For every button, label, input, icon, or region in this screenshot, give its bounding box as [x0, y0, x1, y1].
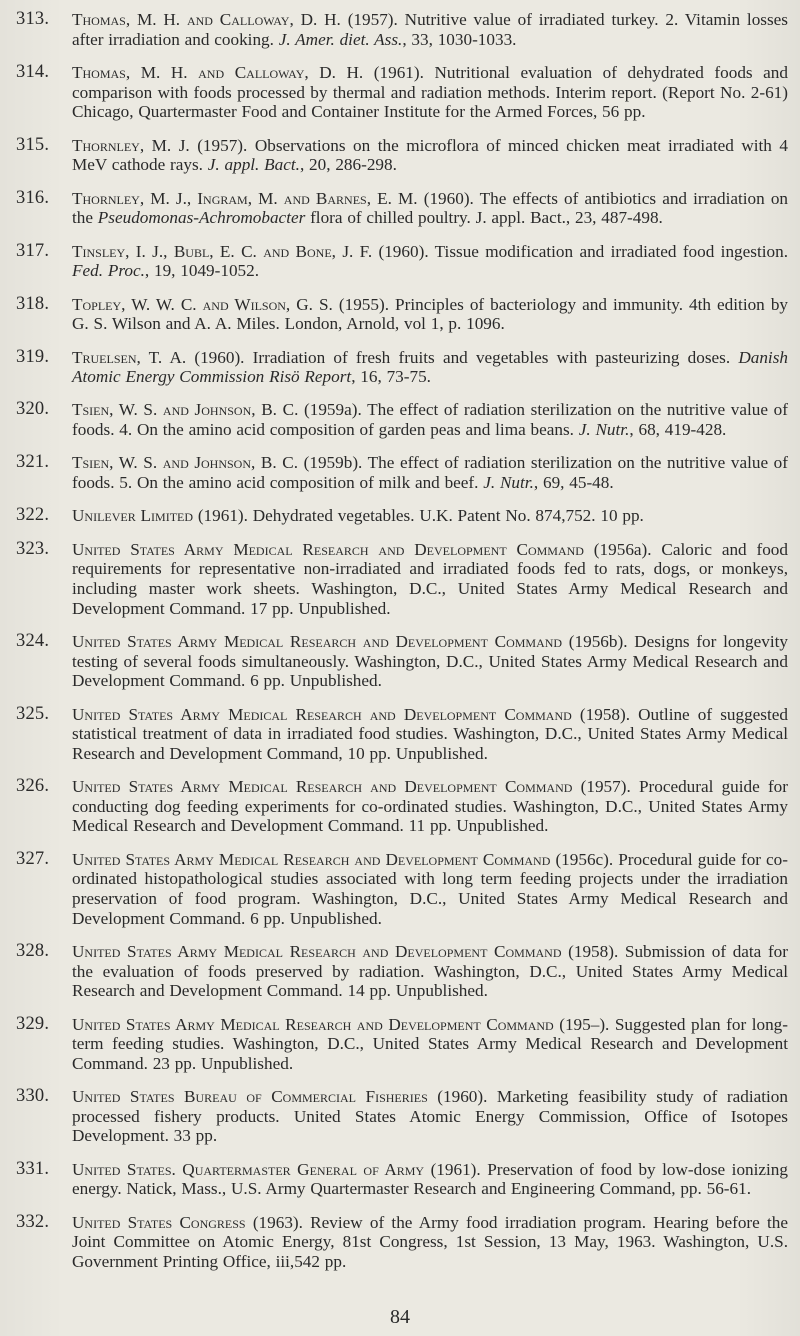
reference-number: 318.	[16, 293, 50, 314]
reference-text	[72, 189, 788, 228]
reference-journal: J. Amer. diet. Ass.	[278, 29, 403, 49]
reference-text	[72, 540, 788, 618]
reference-volume-pages: , 33, 1030-1033.	[402, 29, 517, 49]
reference-text	[72, 10, 788, 49]
reference-entry	[16, 63, 788, 122]
reference-text	[72, 1213, 788, 1272]
reference-entry	[16, 10, 788, 49]
reference-authors: Topley, W. W. C. and Wilson, G. S.	[72, 294, 333, 314]
reference-text	[72, 242, 788, 281]
reference-number: 322.	[16, 505, 50, 526]
reference-entry	[16, 136, 788, 175]
reference-text	[72, 942, 788, 1001]
reference-text	[72, 1087, 788, 1146]
reference-number: 327.	[16, 848, 50, 869]
reference-text	[72, 506, 788, 526]
reference-authors: Unilever Limited	[72, 506, 194, 526]
reference-number: 314.	[16, 61, 50, 82]
reference-body: (1963). Review of the Army food irradiation program. Hearing before the Joint Committee on Atomic Energy, 81st Congress, 1st Session, 13 May, 1963. Washington, U.S. Government Printing Office, iii,542 pp.	[72, 1212, 788, 1271]
reference-number: 320.	[16, 399, 50, 420]
reference-number: 326.	[16, 776, 50, 797]
reference-authors: Tinsley, I. J., Bubl, E. C. and Bone, J. F.	[72, 241, 373, 261]
reference-volume-pages: , 68, 419-428.	[629, 420, 727, 440]
reference-text	[72, 1160, 788, 1199]
reference-body: (1960). The effects of antibiotics and irradiation on the	[72, 188, 789, 228]
reference-entry	[16, 400, 788, 439]
reference-authors: Thornley, M. J., Ingram, M. and Barnes, E. M.	[72, 188, 418, 208]
reference-authors: United States Army Medical Research and Development Command	[72, 941, 562, 961]
reference-body: (1958). Submission of data for the evaluation of foods preserved by radiation. Washington, D.C., United States Army Medical Research and Development Command. 14 pp. Unpublished.	[72, 941, 788, 1001]
reference-entry	[16, 777, 788, 836]
reference-text	[72, 1015, 788, 1074]
reference-entry	[16, 1087, 788, 1146]
reference-authors: United States Army Medical Research and Development Command	[72, 632, 563, 652]
reference-text	[72, 295, 788, 334]
reference-number: 329.	[16, 1013, 50, 1034]
reference-authors: United States Bureau of Commercial Fisheries	[72, 1087, 428, 1107]
reference-authors: United States. Quartermaster General of Army	[72, 1159, 425, 1179]
reference-number: 332.	[16, 1211, 50, 1232]
reference-number: 323.	[16, 538, 50, 559]
reference-volume-pages: flora of chilled poultry. J. appl. Bact., 23, 487-498.	[305, 208, 663, 228]
reference-text	[72, 400, 788, 439]
reference-number: 317.	[16, 240, 50, 261]
reference-volume-pages: , 69, 45-48.	[533, 473, 614, 493]
reference-entry	[16, 632, 788, 691]
reference-entry	[16, 1015, 788, 1074]
reference-journal: Danish Atomic Energy Commission Risö Report	[72, 347, 788, 387]
reference-number: 331.	[16, 1158, 50, 1179]
reference-body: (1960). Irradiation of fresh fruits and vegetables with pasteurizing doses.	[186, 347, 739, 367]
reference-volume-pages: , 16, 73-75.	[351, 367, 431, 387]
reference-number: 315.	[16, 134, 50, 155]
reference-body: (1957). Observations on the microflora of minced chicken meat irradiated with 4 MeV cathode rays.	[72, 135, 788, 175]
reference-authors: United States Congress	[72, 1212, 246, 1232]
reference-entry	[16, 850, 788, 928]
reference-list	[16, 10, 788, 1285]
reference-entry	[16, 189, 788, 228]
page-number: 84	[390, 1306, 410, 1328]
reference-entry	[16, 1160, 788, 1199]
reference-entry	[16, 942, 788, 1001]
reference-text	[72, 348, 788, 387]
reference-entry	[16, 242, 788, 281]
reference-text	[72, 850, 788, 928]
reference-authors: United States Army Medical Research and Development Command	[72, 539, 584, 559]
reference-number: 319.	[16, 346, 50, 367]
reference-authors: Thomas, M. H. and Calloway, D. H.	[72, 10, 341, 29]
reference-text	[72, 453, 788, 492]
reference-body: (1961). Dehydrated vegetables. U.K. Patent No. 874,752. 10 pp.	[193, 506, 644, 526]
reference-journal: J. Nutr.	[578, 420, 630, 440]
reference-text	[72, 136, 788, 175]
reference-authors: United States Army Medical Research and Development Command	[72, 849, 551, 869]
reference-body: (1960). Tissue modification and irradiated food ingestion.	[372, 241, 788, 261]
reference-authors: United States Army Medical Research and Development Command	[72, 1014, 554, 1034]
reference-journal: Fed. Proc.	[72, 261, 145, 281]
reference-authors: United States Army Medical Research and Development Command	[72, 777, 573, 797]
reference-number: 313.	[16, 9, 50, 29]
reference-text	[72, 63, 788, 122]
reference-entry	[16, 506, 788, 526]
reference-entry	[16, 1213, 788, 1272]
reference-body: (1959b). The effect of radiation sterilization on the nutritive value of foods. 5. On the amino acid composition of milk and beef.	[72, 453, 788, 493]
reference-volume-pages: , 20, 286-298.	[299, 155, 397, 175]
reference-text	[72, 705, 788, 764]
reference-entry	[16, 705, 788, 764]
reference-body: (1956a). Caloric and food requirements for representative non-irradiated and irradiated foods fed to rats, dogs, or monkeys, including master work sheets. Washington, D.C., United States Army Medical Research and Development Command. 17 pp. Unpublished.	[72, 539, 788, 618]
reference-body: (1957). Nutritive value of irradiated turkey. 2. Vitamin losses after irradiation and cooking.	[72, 10, 788, 49]
reference-body: (195–). Suggested plan for long-term feeding studies. Washington, D.C., United States Army Medical Research and Development Command. 23 pp. Unpublished.	[72, 1014, 788, 1073]
reference-volume-pages: , 19, 1049-1052.	[144, 261, 260, 281]
reference-number: 325.	[16, 703, 50, 724]
reference-body: (1956c). Procedural guide for co-ordinated histopathological studies associated with long term feeding projects under the irradiation preservation of food program. Washington, D.C., United States Army Medical Research and Development Command. 6 pp. Unpublished.	[72, 849, 788, 928]
reference-body: (1960). Marketing feasibility study of radiation processed fishery products. United States Atomic Energy Commission, Office of Isotopes Development. 33 pp.	[72, 1087, 788, 1146]
reference-number: 316.	[16, 187, 50, 208]
reference-number: 330.	[16, 1086, 50, 1107]
reference-body: (1958). Outline of suggested statistical treatment of data in irradiated food studies. Washington, D.C., United States Army Medical Research and Development Command, 10 pp. Unpublished.	[72, 704, 788, 763]
reference-entry	[16, 348, 788, 387]
reference-authors: Tsien, W. S. and Johnson, B. C.	[72, 400, 299, 420]
reference-body: (1961). Preservation of food by low-dose ionizing energy. Natick, Mass., U.S. Army Quartermaster Research and Engineering Command, pp. 56-61.	[72, 1159, 788, 1199]
reference-authors: Thomas, M. H. and Calloway, D. H.	[72, 62, 364, 82]
reference-number: 328.	[16, 940, 50, 961]
reference-entry	[16, 295, 788, 334]
reference-entry	[16, 453, 788, 492]
reference-body: (1961). Nutritional evaluation of dehydrated foods and comparison with foods processed by thermal and radiation methods. Interim report. (Report No. 2-61) Chicago, Quartermaster Food and Container Institute for the Armed Forces, 56 pp.	[72, 62, 788, 122]
reference-number: 321.	[16, 452, 50, 473]
reference-authors: Thornley, M. J.	[72, 135, 190, 155]
reference-number: 324.	[16, 631, 50, 652]
reference-body: (1959a). The effect of radiation sterilization on the nutritive value of foods. 4. On the amino acid composition of garden peas and lima beans.	[72, 400, 788, 440]
reference-entry	[16, 540, 788, 618]
reference-body: (1955). Principles of bacteriology and immunity. 4th edition by G. S. Wilson and A. A. Miles. London, Arnold, vol 1, p. 1096.	[72, 294, 789, 334]
reference-journal: Pseudomonas-Achromobacter	[97, 208, 306, 228]
reference-authors: United States Army Medical Research and Development Command	[72, 704, 572, 724]
reference-authors: Tsien, W. S. and Johnson, B. C.	[72, 453, 299, 473]
reference-body: (1956b). Designs for longevity testing of several foods simultaneously. Washington, D.C., United States Army Medical Research and Development Command. 6 pp. Unpublished.	[72, 632, 788, 691]
reference-journal: J. appl. Bact.	[207, 155, 300, 175]
reference-body: (1957). Procedural guide for conducting dog feeding experiments for co-ordinated studies. Washington, D.C., United States Army Medical Research and Development Command. 11 pp. Unpublished.	[72, 777, 788, 836]
reference-text	[72, 632, 788, 691]
reference-text	[72, 777, 788, 836]
reference-authors: Truelsen, T. A.	[72, 347, 187, 367]
reference-journal: J. Nutr.	[483, 473, 534, 493]
